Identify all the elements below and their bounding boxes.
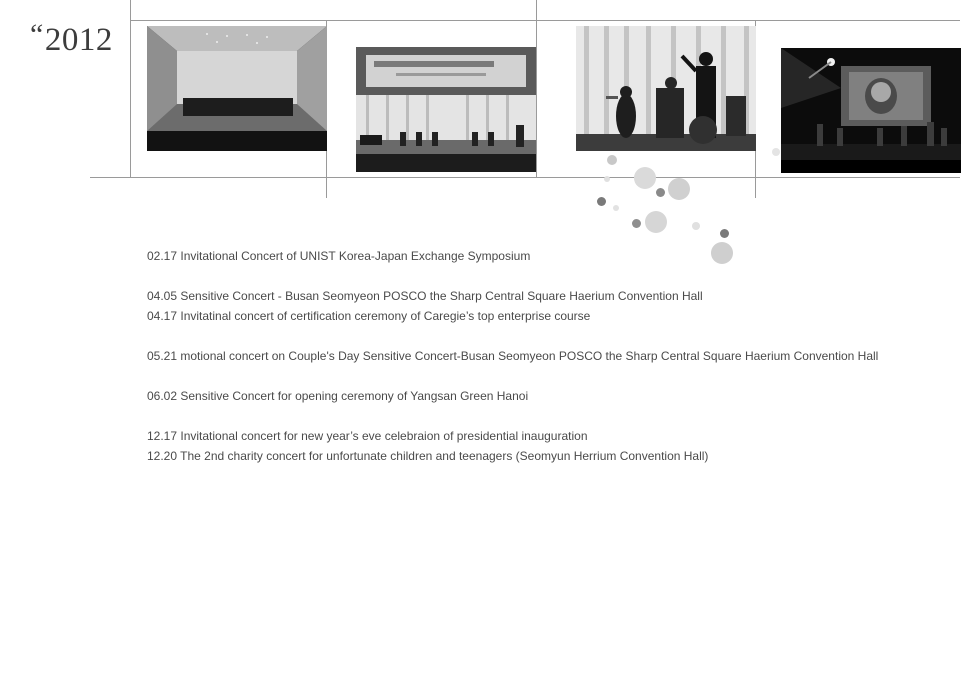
photo-banner-stage-ceremony [356,47,536,172]
event-item: 04.17 Invitatinal concert of certification ceremony of Caregie’s top enterprise course [147,309,591,323]
decor-dot [604,176,610,182]
decor-dot [692,222,700,230]
conductor-photo-icon [576,26,756,151]
decor-dot [720,229,729,238]
event-item: 04.05 Sensitive Concert - Busan Seomyeon POSCO the Sharp Central Square Haerium Convention Hall [147,289,703,303]
event-item: 12.20 The 2nd charity concert for unfortunate children and teenagers (Seomyun Herrium Convention Hall) [147,449,709,463]
photo-conductor-ensemble [576,26,756,151]
decor-dot [668,178,690,200]
grid-line-top [130,20,960,21]
orchestra-stage-photo-icon [147,26,327,151]
event-item: 02.17 Invitational Concert of UNIST Korea-Japan Exchange Symposium [147,249,531,263]
photo-stage-projection-screen [781,48,961,173]
projection-stage-photo-icon [781,48,961,173]
decor-dot [607,155,617,165]
year-label: 2012 [44,22,113,58]
event-item: 05.21 motional concert on Couple's Day Sensitive Concert-Busan Seomyeon POSCO the Sharp Central Square Haerium Convention Hall [147,349,879,363]
decor-dot [613,205,619,211]
grid-line-bottom [90,177,960,178]
event-item: 12.17 Invitational concert for new year’s eve celebraion of presidential inauguration [147,429,588,443]
grid-line-v3 [536,0,537,178]
decor-dot [656,188,665,197]
photo-concert-hall-orchestra [147,26,327,151]
quote-mark: “ [30,18,44,51]
decor-dot [634,167,656,189]
decor-dot [632,219,641,228]
event-item: 06.02 Sensitive Concert for opening ceremony of Yangsan Green Hanoi [147,389,529,403]
ceremony-stage-photo-icon [356,47,536,172]
decor-dot [772,148,780,156]
decor-dot [597,197,606,206]
year-heading [30,18,113,59]
event-list [147,246,878,466]
grid-line-v1 [130,0,131,178]
decor-dot [645,211,667,233]
